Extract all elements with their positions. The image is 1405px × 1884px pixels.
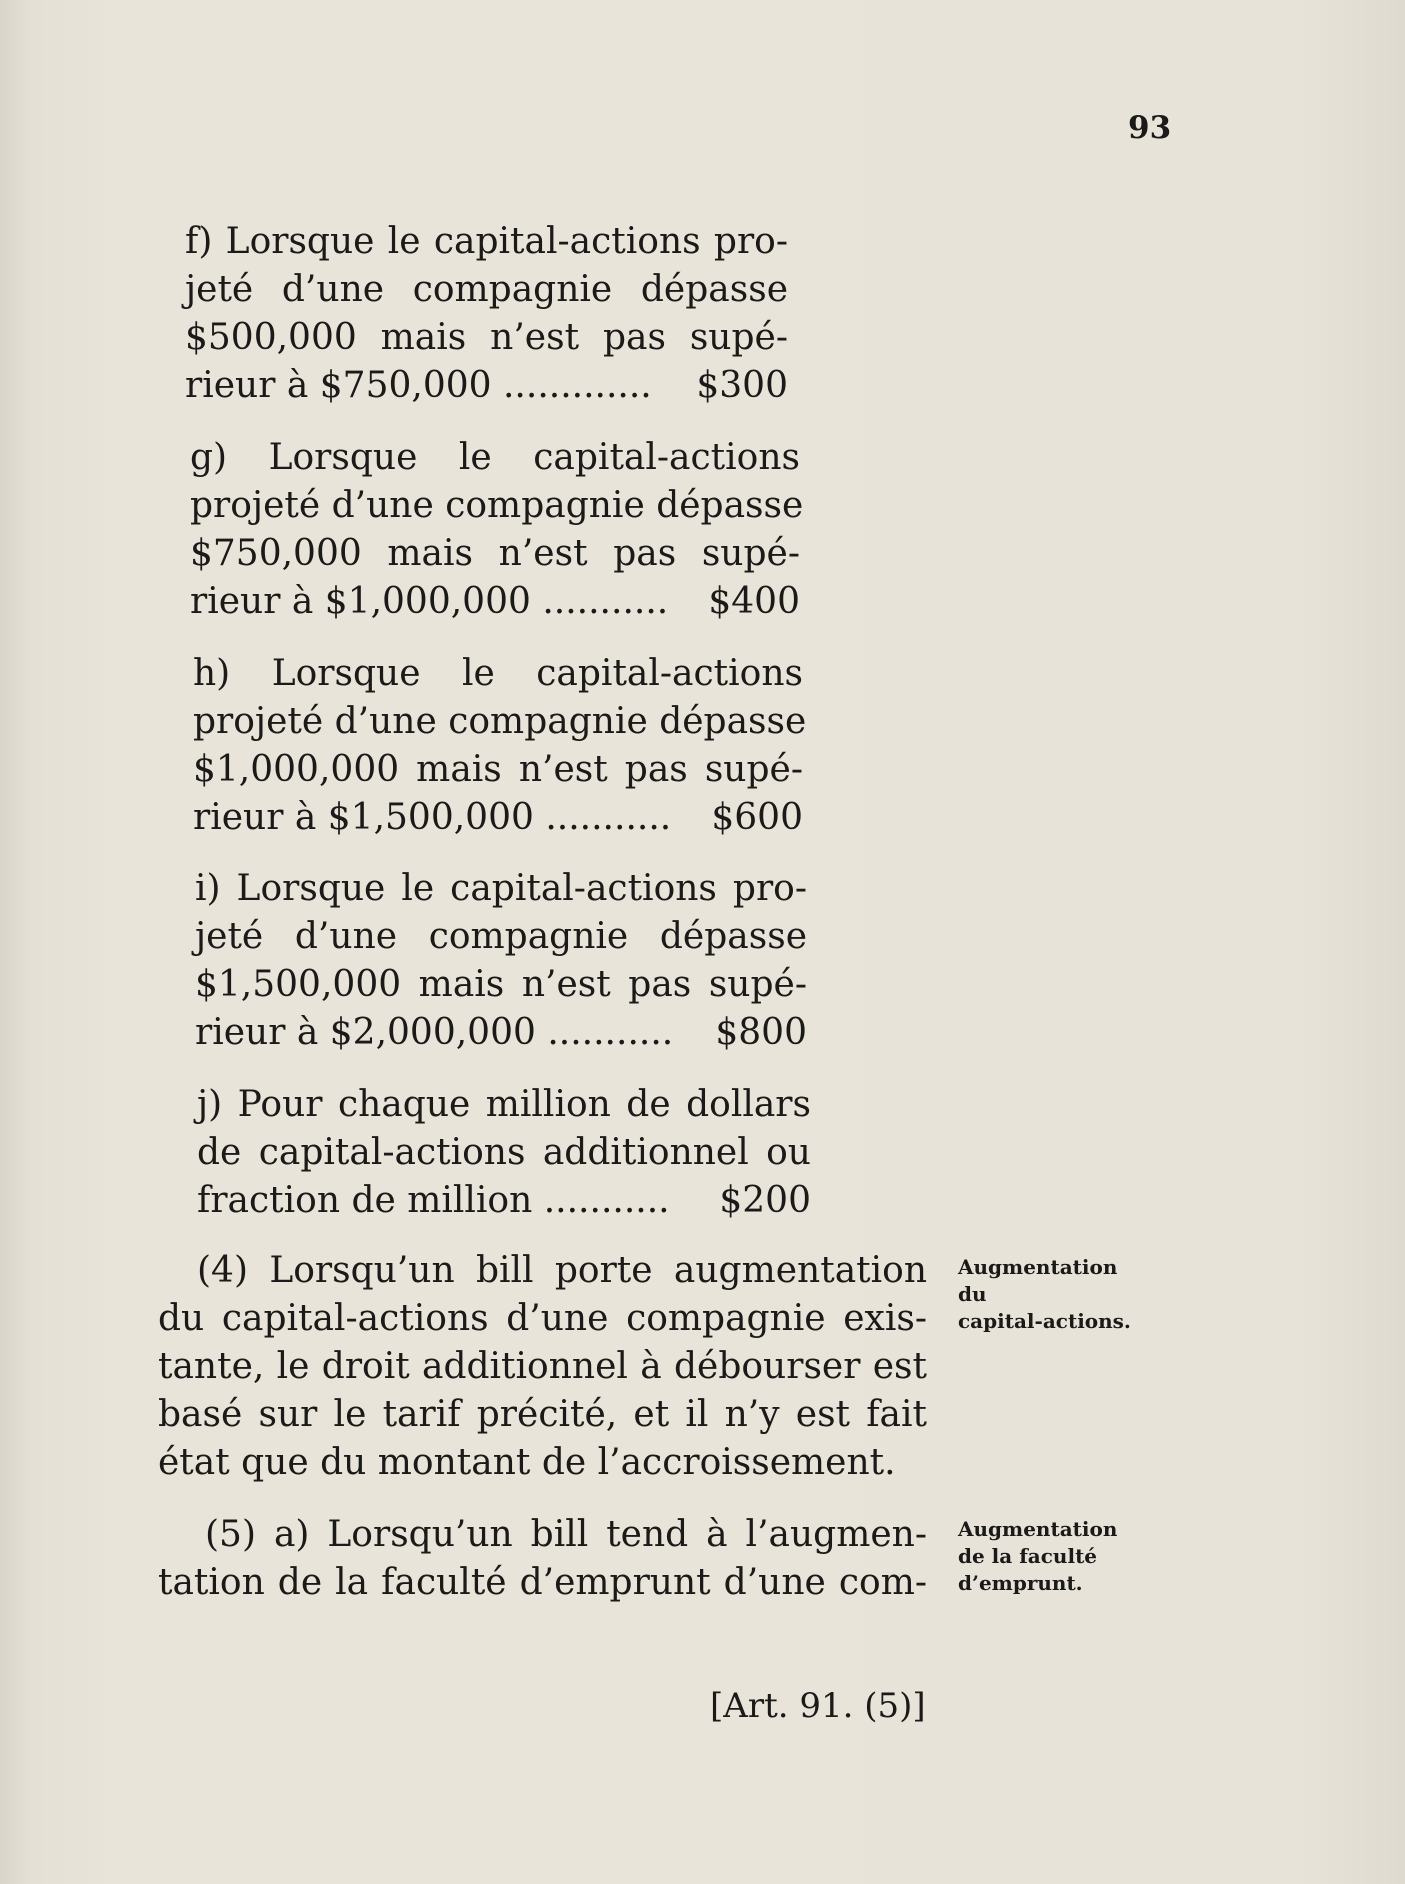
- text-line: $1,000,000 mais n’est pas supé-: [193, 749, 803, 790]
- text-line: rieur à $750,000 .............: [185, 365, 652, 406]
- text-line: du capital-actions d’une compagnie exis-: [158, 1298, 927, 1339]
- article-reference: [Art. 91. (5)]: [710, 1686, 926, 1726]
- text-line: f) Lorsque le capital-actions pro-: [185, 221, 788, 262]
- text-line: rieur à $1,000,000 ...........: [190, 581, 669, 622]
- amount-line: [185, 364, 788, 408]
- text-line: rieur à $2,000,000 ...........: [195, 1012, 674, 1053]
- text-line: $1,500,000 mais n’est pas supé-: [195, 964, 807, 1005]
- text-line: $500,000 mais n’est pas supé-: [185, 317, 788, 358]
- text-line: jeté d’une compagnie dépasse: [185, 269, 788, 310]
- text-line: g) Lorsque le capital-actions: [190, 437, 800, 478]
- text-line: basé sur le tarif précité, et il n’y est fait: [158, 1394, 927, 1435]
- text-line: (4) Lorsqu’un bill porte augmentation: [197, 1250, 927, 1291]
- amount-line: [193, 796, 803, 840]
- amount-line: [197, 1179, 811, 1223]
- fee-amount: $400: [708, 581, 800, 622]
- amount-line: [190, 580, 800, 624]
- text-line: projeté d’une compagnie dépasse: [190, 485, 804, 526]
- text-line: fraction de million ...........: [197, 1180, 670, 1221]
- margin-note-capital-increase: Augmentation du capital-actions.: [958, 1255, 1131, 1333]
- text-line: $750,000 mais n’est pas supé-: [190, 533, 800, 574]
- fee-amount: $800: [715, 1012, 807, 1053]
- text-line: i) Lorsque le capital-actions pro-: [195, 868, 807, 909]
- text-line: h) Lorsque le capital-actions: [193, 653, 803, 694]
- text-line: rieur à $1,500,000 ...........: [193, 797, 672, 838]
- text-line: projeté d’une compagnie dépasse: [193, 701, 807, 742]
- text-line: état que du montant de l’accroissement.: [158, 1442, 896, 1483]
- fee-amount: $200: [719, 1180, 811, 1221]
- fee-amount: $600: [711, 797, 803, 838]
- page-number: 93: [1128, 110, 1172, 146]
- amount-line: [195, 1011, 807, 1055]
- margin-note-borrowing-increase: Augmentation de la faculté d’emprunt.: [958, 1517, 1118, 1595]
- text-line: (5) a) Lorsqu’un bill tend à l’augmen-: [205, 1514, 927, 1555]
- fee-amount: $300: [696, 365, 788, 406]
- text-line: de capital-actions additionnel ou: [197, 1132, 811, 1173]
- text-line: tante, le droit additionnel à débourser est: [158, 1346, 927, 1387]
- text-line: tation de la faculté d’emprunt d’une com-: [158, 1562, 927, 1603]
- text-line: j) Pour chaque million de dollars: [197, 1084, 811, 1125]
- text-line: jeté d’une compagnie dépasse: [195, 916, 807, 957]
